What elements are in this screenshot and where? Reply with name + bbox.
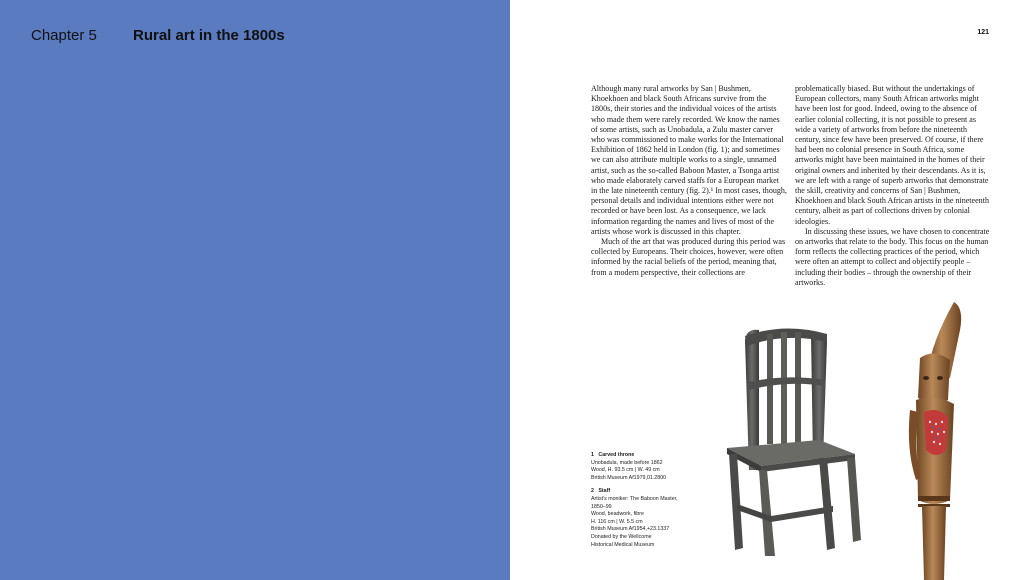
paragraph: Although many rural artworks by San | Bushmen, Khoekhoen and black South Africans survive from the 1800s, their stories and the individual voices of the artists who made them were rarely recorded. We know the names of some artists, such as Unobadula, a Zulu master carver who was commissioned to make works for the International Exhibition of 1862 held in London (fig. 1); and sometimes we can also attribute multiple works to a single, unnamed artist, such as the so-called Baboon Master, a Tsonga artist who made elaborately carved staffs for a European market in the late nineteenth century (fig. 2).¹ In most cases, though, personal details and individual intentions either were not recorded or have been lost. As a consequence, we lack information regarding the names and lives of most of the artists whose work is discussed in this chapter. (591, 84, 787, 236)
caption-fig-1 (591, 452, 701, 482)
text-column-2 (795, 84, 991, 288)
caption-line: Wood, beadwork, fibre (591, 511, 644, 518)
chapter-label: Chapter 5 (31, 27, 97, 44)
caption-line: Artist's moniker: The Baboon Master, (591, 495, 678, 502)
caption-line: Donated by the Wellcome (591, 533, 652, 540)
caption-title: Staff (598, 488, 611, 495)
caption-number: 1 (591, 452, 594, 458)
caption-line: British Museum Af1979,01.2800 (591, 474, 667, 481)
chapter-title: Rural art in the 1800s (133, 27, 285, 44)
caption-number: 2 (591, 488, 594, 495)
figure-captions (591, 452, 701, 555)
paragraph: In discussing these issues, we have chosen to concentrate on artworks that relate to the body. This focus on the human form reflects the collecting practices of the period, which were often an attempt to collect and objectify people – including their bodies – through the ownership of their artworks. (795, 226, 990, 287)
carved-throne-image (715, 320, 863, 558)
caption-line: British Museum Af1954,+23.1337 (591, 526, 670, 533)
paragraph: Much of the art that was produced during this period was collected by Europeans. Their choices, however, were often informed by the racial beliefs of the period, meaning that, from a modern perspective, their collections are (591, 237, 786, 277)
text-column-1 (591, 84, 787, 278)
caption-line: Historical Medical Museum (591, 541, 655, 548)
caption-fig-2 (591, 488, 701, 549)
paragraph: problematically biased. But without the undertakings of European collectors, many South African artworks might have been lost for good. Indeed, owing to the absence of earlier colonial collecting, it is not possible to present as wide a variety of artworks from before the nineteenth century, since few have been preserved. Of course, if there had been no colonial presence in South Africa, some artworks might have been maintained in the homes of their original owners and inherited by their descendants. As it is, we are left with a range of superb artworks that demonstrate the skill, creativity and concerns of San | Bushmen, Khoekhoen and black South African artists in the nineteenth century, albeit as part of collections driven by colonial ideologies. (795, 84, 989, 226)
caption-line: Unobadula, made before 1862 (591, 459, 663, 466)
page-number: 121 (977, 29, 989, 36)
right-page (510, 0, 1020, 580)
caption-title: Carved throne (598, 452, 635, 458)
caption-line: Wood, H. 93.5 cm | W. 49 cm (591, 467, 660, 474)
staff-image (888, 300, 978, 580)
caption-line: H. 116 cm | W. 5.5 cm (591, 518, 643, 525)
caption-line: 1850–99 (591, 503, 612, 510)
